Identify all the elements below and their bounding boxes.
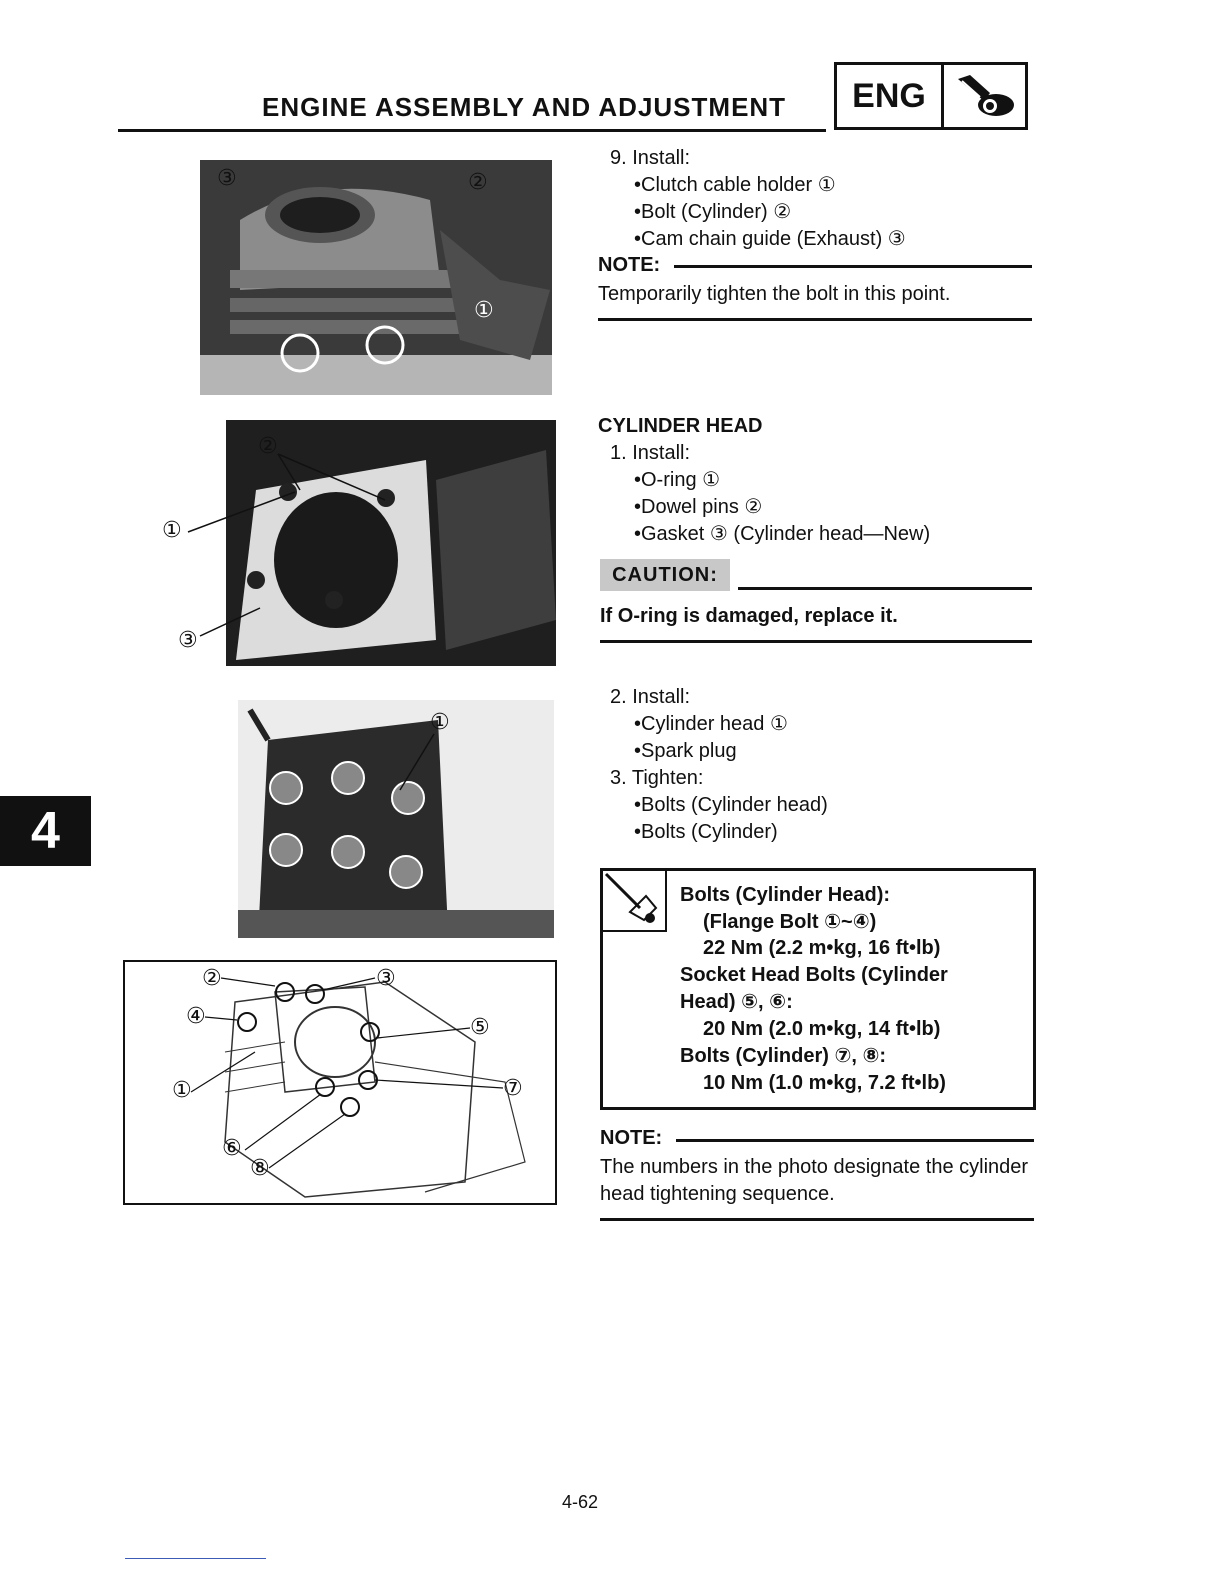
callout-2: ② [468, 170, 488, 195]
footer-rule [125, 1558, 266, 1559]
list-item: •Bolts (Cylinder head) [634, 794, 828, 816]
page-title: ENGINE ASSEMBLY AND ADJUSTMENT [262, 92, 787, 122]
spec-line: Bolts (Cylinder) ⑦, ⑧: [680, 1045, 887, 1067]
chapter-tab: 4 [0, 796, 91, 866]
list-item: •Spark plug [634, 740, 737, 762]
caution-label: CAUTION: [600, 559, 730, 591]
step2-3-block [598, 684, 1034, 846]
photo2-leader-lines [180, 440, 400, 660]
list-item: •Gasket ③ (Cylinder head—New) [634, 523, 931, 545]
callout-1: ① [162, 518, 182, 543]
torque-wrench-icon [600, 868, 667, 932]
step-heading: 1. Install: [610, 442, 691, 464]
note-text-line: The numbers in the photo designate the cylinder [600, 1156, 1029, 1178]
photo-cylinder-install [200, 160, 552, 395]
spec-line: Socket Head Bolts (Cylinder [680, 964, 948, 986]
step-heading: 2. Install: [610, 686, 691, 708]
header-rule [118, 129, 826, 132]
step-heading: 3. Tighten: [610, 767, 704, 789]
note-text: Temporarily tighten the bolt in this point. [598, 283, 951, 305]
spec-line: 10 Nm (1.0 m•kg, 7.2 ft•lb) [703, 1072, 946, 1094]
note-text-line: head tightening sequence. [600, 1183, 835, 1205]
callout-2: ② [258, 434, 278, 459]
section-title: CYLINDER HEAD [598, 415, 763, 437]
spec-line: Bolts (Cylinder Head): [680, 884, 891, 906]
note-rule [676, 1139, 1034, 1142]
list-item: •Dowel pins ② [634, 496, 763, 518]
callout-6: ⑥ [222, 1136, 242, 1161]
callout-7: ⑦ [503, 1076, 523, 1101]
callout-1: ① [430, 710, 450, 735]
list-item: •Bolt (Cylinder) ② [634, 201, 792, 223]
spec-line: (Flange Bolt ①~④) [703, 911, 877, 933]
page-number: 4-62 [562, 1492, 599, 1512]
section-badge [834, 62, 1028, 130]
list-item: •Clutch cable holder ① [634, 174, 836, 196]
callout-3: ③ [376, 966, 396, 991]
caution-text: If O-ring is damaged, replace it. [600, 605, 898, 627]
step9-block [598, 145, 1034, 253]
callout-3: ③ [217, 166, 237, 191]
list-item: •Cam chain guide (Exhaust) ③ [634, 228, 906, 250]
section-badge-label: ENG [837, 65, 944, 127]
spec-line: 20 Nm (2.0 m•kg, 14 ft•lb) [703, 1018, 941, 1040]
note-end-rule [598, 318, 1032, 321]
photo3-leader-line [390, 720, 450, 800]
note-end-rule [600, 1218, 1034, 1221]
step1-block [598, 440, 1034, 548]
spec-line: 22 Nm (2.2 m•kg, 16 ft•lb) [703, 937, 941, 959]
note-text [600, 1154, 1040, 1208]
callout-8: ⑧ [250, 1156, 270, 1181]
list-item: •O-ring ① [634, 469, 721, 491]
list-item: •Cylinder head ① [634, 713, 788, 735]
callout-1: ① [172, 1078, 192, 1103]
wrench-engine-icon [944, 65, 1025, 127]
caution-end-rule [600, 640, 1032, 643]
callout-2: ② [202, 966, 222, 991]
note-label: NOTE: [598, 254, 661, 276]
step-heading: 9. Install: [610, 147, 691, 169]
note-label: NOTE: [600, 1127, 663, 1149]
callout-3: ③ [178, 628, 198, 653]
callout-4: ④ [186, 1004, 206, 1029]
callout-1: ① [474, 298, 494, 323]
callout-5: ⑤ [470, 1015, 490, 1040]
caution-rule [738, 587, 1032, 590]
spec-line: Head) ⑤, ⑥: [680, 991, 793, 1013]
note-rule [674, 265, 1032, 268]
list-item: •Bolts (Cylinder) [634, 821, 778, 843]
